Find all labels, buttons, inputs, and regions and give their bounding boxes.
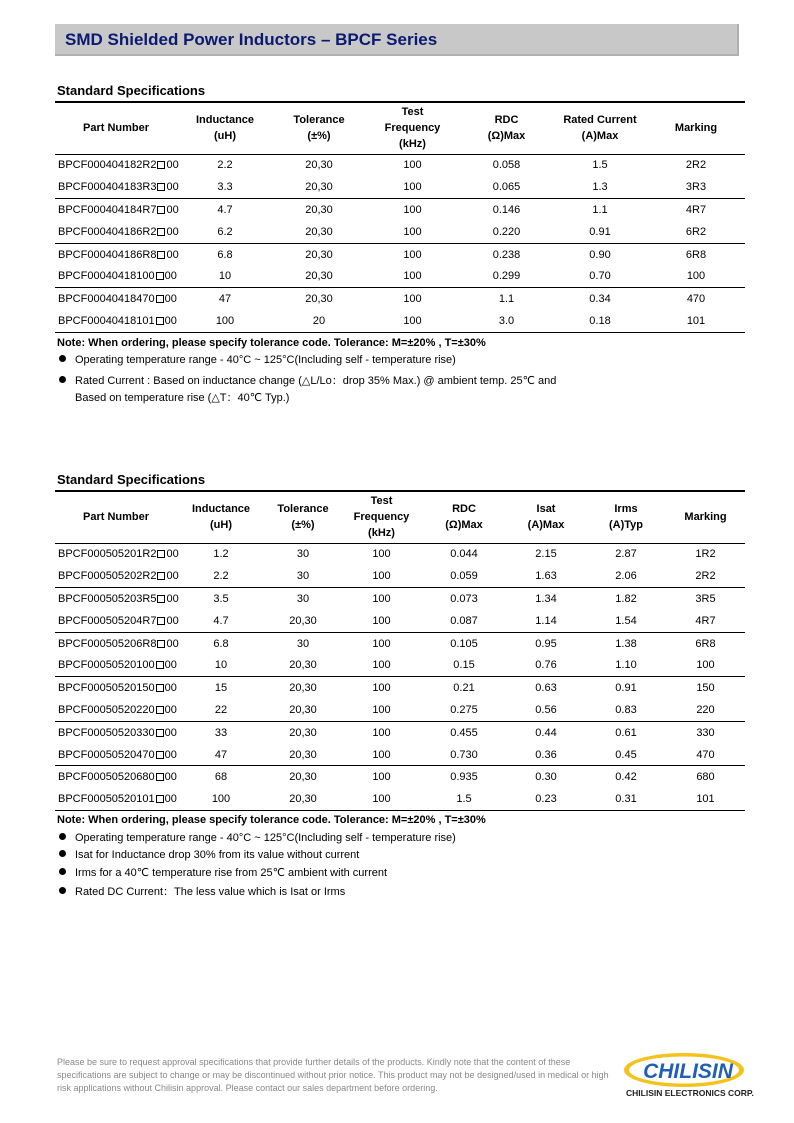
- column-header: [460, 102, 553, 154]
- part-number-prefix: BPCF00040418101: [58, 314, 155, 327]
- table-cell: 1R2: [695, 548, 716, 561]
- part-number-suffix: 00: [166, 592, 179, 605]
- table-cell: 0.238: [460, 243, 553, 265]
- column-header-line: (A)Typ: [608, 519, 643, 532]
- part-number-suffix: 00: [164, 793, 177, 806]
- column-header: [647, 102, 745, 154]
- part-number-prefix: BPCF00050520100: [58, 659, 155, 672]
- table-cell: 20,30: [265, 721, 341, 743]
- column-header: [506, 491, 586, 543]
- table-cell: 0.065: [492, 181, 521, 194]
- part-number-cell: [55, 654, 177, 676]
- table-cell: 0.42: [586, 766, 666, 788]
- table-cell: 1.14: [535, 614, 557, 627]
- table-cell: 100: [372, 659, 391, 672]
- table-cell: 10: [214, 659, 228, 672]
- table-cell: 0.44: [506, 721, 586, 743]
- part-number-suffix: 00: [166, 225, 179, 238]
- table-cell: 470: [696, 748, 715, 761]
- table-cell: 2.2: [213, 570, 229, 583]
- tolerance-code-box-icon: [157, 550, 165, 558]
- table-cell: 100: [365, 243, 460, 265]
- table-cell: 1.54: [615, 614, 637, 627]
- table-cell: 15: [177, 677, 265, 699]
- part-number-suffix: 00: [166, 614, 179, 627]
- column-header-line: (±%): [291, 519, 315, 532]
- table-row: [55, 221, 745, 243]
- column-header-line: Isat: [536, 503, 556, 516]
- part-number-cell: [55, 221, 177, 243]
- table1-note: Note: When ordering, please specify tolerance code. Tolerance: M=±20% , T=±30%: [57, 337, 486, 349]
- table-cell: 0.935: [422, 766, 506, 788]
- column-header: [553, 102, 647, 154]
- part-number-prefix: BPCF00050520470: [58, 748, 155, 761]
- table-row: [55, 243, 745, 265]
- column-header-line: (uH): [210, 519, 232, 532]
- column-header-line: Irms: [614, 503, 638, 516]
- table-row: [55, 154, 745, 176]
- table-cell: 20,30: [289, 748, 317, 761]
- tolerance-code-box-icon: [156, 317, 164, 325]
- table-row: [55, 265, 745, 287]
- part-number-cell: [55, 543, 177, 565]
- part-number-suffix: 00: [164, 314, 177, 327]
- column-header-line: Rated Current: [563, 114, 637, 127]
- part-number-suffix: 00: [166, 248, 179, 261]
- table-cell: 2.15: [535, 548, 557, 561]
- table-cell: 0.83: [615, 703, 637, 716]
- table-cell: 101: [666, 788, 745, 810]
- part-number-cell: [55, 199, 177, 221]
- table-cell: 1.2: [213, 548, 229, 561]
- table-cell: 680: [666, 766, 745, 788]
- table-cell: 100: [177, 788, 265, 810]
- table-cell: 0.455: [422, 721, 506, 743]
- column-header-line: Test: [401, 106, 424, 119]
- table-cell: 2R2: [695, 570, 716, 583]
- table-cell: 4R7: [647, 199, 745, 221]
- table-cell: 0.34: [553, 288, 647, 310]
- table-cell: 20,30: [289, 659, 317, 672]
- table-cell: 0.058: [492, 159, 521, 172]
- column-header-line: (uH): [214, 130, 236, 143]
- part-number-prefix: BPCF000505206R8: [58, 637, 157, 650]
- bullet-dot-icon: [59, 833, 66, 840]
- table1-bullet-continuation: Based on temperature rise (△T：40℃ Typ.): [75, 392, 290, 404]
- table-cell: 22: [214, 703, 228, 716]
- bullet-dot-icon: [59, 376, 66, 383]
- table2-bullet: Isat for Inductance drop 30% from its value without current: [59, 849, 359, 861]
- bullet-dot-icon: [59, 868, 66, 875]
- table-cell: 1.3: [592, 181, 608, 194]
- table-row: [55, 176, 745, 198]
- column-header-line: Tolerance: [277, 503, 329, 516]
- part-number-cell: [55, 176, 177, 198]
- table-cell: 3R3: [685, 181, 707, 194]
- part-number-prefix: BPCF00050520101: [58, 793, 155, 806]
- table-cell: 2.87: [615, 548, 637, 561]
- table-cell: 6R8: [647, 243, 745, 265]
- table-cell: 0.70: [589, 270, 611, 283]
- table-cell: 0.31: [586, 788, 666, 810]
- table-cell: 20,30: [265, 766, 341, 788]
- bullet-dot-icon: [59, 355, 66, 362]
- table-cell: 30: [265, 632, 341, 654]
- part-number-prefix: BPCF000404182R2: [58, 159, 157, 172]
- table-row: [55, 721, 745, 743]
- part-number-cell: [55, 699, 177, 721]
- table-cell: 1.38: [586, 632, 666, 654]
- table-cell: 0.90: [553, 243, 647, 265]
- table-cell: 0.299: [492, 270, 521, 283]
- table-cell: 100: [341, 766, 422, 788]
- table-cell: 100: [372, 570, 391, 583]
- part-number-prefix: BPCF00050520150: [58, 682, 155, 695]
- table-cell: 150: [666, 677, 745, 699]
- part-number-suffix: 00: [166, 159, 179, 172]
- table-cell: 0.91: [589, 225, 611, 238]
- table-cell: 0.15: [453, 659, 475, 672]
- table-row: [55, 744, 745, 766]
- column-header: [265, 491, 341, 543]
- column-header: [55, 102, 177, 154]
- part-number-cell: [55, 588, 177, 610]
- table-cell: 20,30: [305, 181, 333, 194]
- table-cell: 100: [686, 270, 706, 283]
- column-header: [177, 102, 273, 154]
- table-cell: 101: [647, 310, 745, 332]
- tolerance-code-box-icon: [156, 295, 164, 303]
- part-number-prefix: BPCF000505201R2: [58, 548, 157, 561]
- column-header: [273, 102, 365, 154]
- part-number-prefix: BPCF000404184R7: [58, 203, 157, 216]
- table-cell: 100: [403, 225, 422, 238]
- column-header-line: (Ω)Max: [487, 130, 526, 143]
- page-title: SMD Shielded Power Inductors – BPCF Series: [65, 30, 438, 49]
- part-number-suffix: 00: [164, 270, 177, 283]
- table1-title: Standard Specifications: [57, 83, 206, 98]
- column-header: [177, 491, 265, 543]
- table2-bullet: Operating temperature range - 40°C ~ 125°C(Including self - temperature rise): [59, 832, 456, 844]
- table-cell: 100: [341, 588, 422, 610]
- table-cell: 100: [365, 310, 460, 332]
- tolerance-code-box-icon: [156, 272, 164, 280]
- part-number-prefix: BPCF00040418100: [58, 270, 155, 283]
- table-cell: 100: [403, 181, 422, 194]
- part-number-suffix: 00: [164, 748, 177, 761]
- column-header-line: (A)Max: [527, 519, 565, 532]
- column-header-line: (A)Max: [581, 130, 619, 143]
- part-number-cell: [55, 744, 177, 766]
- table-cell: 470: [647, 288, 745, 310]
- table-cell: 20,30: [305, 159, 333, 172]
- table-cell: 20: [273, 310, 365, 332]
- bullet-dot-icon: [59, 850, 66, 857]
- table-cell: 100: [341, 632, 422, 654]
- column-header: [341, 491, 422, 543]
- part-number-cell: [55, 788, 177, 810]
- table2-bullet: Rated DC Current：The less value which is Isat or Irms: [59, 883, 345, 899]
- column-header-line: Test: [370, 495, 393, 508]
- table-cell: 330: [666, 721, 745, 743]
- part-number-cell: [55, 677, 177, 699]
- column-header: [422, 491, 506, 543]
- table-cell: 1.82: [586, 588, 666, 610]
- table-cell: 1.5: [592, 159, 608, 172]
- table-cell: 100: [372, 548, 391, 561]
- table-cell: 100: [372, 748, 391, 761]
- table-cell: 20,30: [265, 788, 341, 810]
- table-cell: 6.2: [217, 225, 233, 238]
- table-cell: 68: [177, 766, 265, 788]
- table-cell: 1.5: [422, 788, 506, 810]
- table-row: [55, 699, 745, 721]
- tolerance-code-box-icon: [157, 595, 165, 603]
- column-header: [365, 102, 460, 154]
- table-cell: 20,30: [273, 288, 365, 310]
- column-header-line: RDC: [494, 114, 519, 127]
- table2-note: Note: When ordering, please specify tolerance code. Tolerance: M=±20% , T=±30%: [57, 814, 486, 826]
- part-number-cell: [55, 243, 177, 265]
- header-banner: [55, 24, 739, 56]
- table-row: [55, 199, 745, 221]
- table-cell: 100: [341, 677, 422, 699]
- tolerance-code-box-icon: [157, 183, 165, 191]
- tolerance-code-box-icon: [156, 706, 164, 714]
- column-header-line: Frequency: [353, 511, 410, 524]
- spec-table-2: [55, 490, 745, 811]
- table-cell: 6.8: [177, 243, 273, 265]
- part-number-suffix: 00: [166, 637, 179, 650]
- table-cell: 6R2: [685, 225, 707, 238]
- part-number-suffix: 00: [164, 771, 177, 784]
- part-number-suffix: 00: [166, 203, 179, 216]
- table-cell: 0.95: [506, 632, 586, 654]
- logo-subtitle: CHILISIN ELECTRONICS CORP.: [626, 1088, 754, 1098]
- table-cell: 2.2: [217, 159, 233, 172]
- table-cell: 2R2: [685, 159, 707, 172]
- part-number-prefix: BPCF000505203R5: [58, 592, 157, 605]
- part-number-prefix: BPCF00050520330: [58, 726, 155, 739]
- column-header-line: (±%): [307, 130, 331, 143]
- tolerance-code-box-icon: [156, 684, 164, 692]
- table-cell: 100: [372, 614, 391, 627]
- part-number-suffix: 00: [164, 659, 177, 672]
- table-cell: 0.91: [586, 677, 666, 699]
- part-number-cell: [55, 610, 177, 632]
- part-number-prefix: BPCF000505204R7: [58, 614, 157, 627]
- table-cell: 0.30: [506, 766, 586, 788]
- table-cell: 30: [296, 548, 310, 561]
- table-cell: 1.34: [506, 588, 586, 610]
- table-cell: 100: [341, 788, 422, 810]
- bullet-dot-icon: [59, 887, 66, 894]
- table-cell: 20,30: [265, 677, 341, 699]
- table-row: [55, 654, 745, 676]
- part-number-suffix: 00: [166, 570, 179, 583]
- table-cell: 0.36: [535, 748, 557, 761]
- table-cell: 220: [696, 703, 715, 716]
- tolerance-code-box-icon: [156, 729, 164, 737]
- table-row: [55, 766, 745, 788]
- column-header-line: (kHz): [399, 138, 426, 151]
- column-header-line: RDC: [452, 503, 476, 516]
- table-cell: 0.073: [422, 588, 506, 610]
- part-number-prefix: BPCF000404186R8: [58, 248, 157, 261]
- table-cell: 0.76: [535, 659, 557, 672]
- table-cell: 1.63: [535, 570, 557, 583]
- table-cell: 6R8: [666, 632, 745, 654]
- table-cell: 3.5: [177, 588, 265, 610]
- part-number-prefix: BPCF00040418470: [58, 293, 155, 306]
- table-cell: 100: [365, 199, 460, 221]
- tolerance-code-box-icon: [157, 206, 165, 214]
- column-header: [666, 491, 745, 543]
- spec-table-1: [55, 101, 745, 333]
- part-number-cell: [55, 565, 177, 587]
- table-cell: 1.10: [615, 659, 637, 672]
- table-cell: 1.1: [460, 288, 553, 310]
- table-cell: 47: [177, 288, 273, 310]
- table-row: [55, 588, 745, 610]
- column-header-line: Part Number: [82, 511, 150, 524]
- table1-bullet: Operating temperature range - 40°C ~ 125°C(Including self - temperature rise): [59, 354, 456, 366]
- part-number-suffix: 00: [166, 181, 179, 194]
- tolerance-code-box-icon: [156, 751, 164, 759]
- column-header-line: (kHz): [368, 527, 395, 540]
- part-number-cell: [55, 310, 177, 332]
- table-cell: 20,30: [305, 225, 333, 238]
- part-number-cell: [55, 265, 177, 287]
- tolerance-code-box-icon: [156, 773, 164, 781]
- column-header: [586, 491, 666, 543]
- tolerance-code-box-icon: [157, 572, 165, 580]
- table-cell: 3.3: [217, 181, 233, 194]
- logo-wordmark: CHILISIN: [643, 1060, 733, 1083]
- column-header-line: Marking: [684, 511, 727, 524]
- table-cell: 0.087: [450, 614, 478, 627]
- part-number-suffix: 00: [164, 293, 177, 306]
- column-header-line: Tolerance: [293, 114, 345, 127]
- table-row: [55, 288, 745, 310]
- table2-bullet: Irms for a 40℃ temperature rise from 25℃ ambient with current: [59, 866, 387, 879]
- table-cell: 100: [403, 270, 422, 283]
- part-number-suffix: 00: [164, 682, 177, 695]
- tolerance-code-box-icon: [156, 795, 164, 803]
- table-cell: 10: [218, 270, 232, 283]
- column-header: [55, 491, 177, 543]
- table-cell: 4.7: [177, 199, 273, 221]
- column-header-line: Frequency: [384, 122, 441, 135]
- table-cell: 100: [341, 721, 422, 743]
- part-number-suffix: 00: [164, 703, 177, 716]
- table-cell: 2.06: [615, 570, 637, 583]
- table-cell: 100: [696, 659, 715, 672]
- table-cell: 20,30: [273, 199, 365, 221]
- table-cell: 0.56: [535, 703, 557, 716]
- table-row: [55, 788, 745, 810]
- table-row: [55, 543, 745, 565]
- tolerance-code-box-icon: [157, 161, 165, 169]
- table-cell: 3.0: [460, 310, 553, 332]
- table2-title: Standard Specifications: [57, 472, 206, 487]
- table-cell: 4.7: [213, 614, 229, 627]
- table-cell: 3R5: [666, 588, 745, 610]
- table-cell: 4R7: [695, 614, 716, 627]
- table-cell: 0.146: [460, 199, 553, 221]
- table-cell: 0.23: [506, 788, 586, 810]
- table-cell: 0.61: [586, 721, 666, 743]
- part-number-cell: [55, 721, 177, 743]
- table-cell: 0.220: [492, 225, 521, 238]
- table-cell: 1.1: [553, 199, 647, 221]
- column-header-line: Part Number: [82, 122, 150, 135]
- part-number-cell: [55, 766, 177, 788]
- table-cell: 6.8: [177, 632, 265, 654]
- table-cell: 0.18: [553, 310, 647, 332]
- table-row: [55, 632, 745, 654]
- table-cell: 20,30: [289, 703, 317, 716]
- table-cell: 0.044: [450, 548, 478, 561]
- column-header-line: Inductance: [191, 503, 251, 516]
- table-cell: 100: [177, 310, 273, 332]
- table-row: [55, 610, 745, 632]
- column-header-line: (Ω)Max: [445, 519, 483, 532]
- table-cell: 20,30: [273, 243, 365, 265]
- part-number-suffix: 00: [166, 548, 179, 561]
- part-number-cell: [55, 154, 177, 176]
- table-cell: 100: [372, 703, 391, 716]
- tolerance-code-box-icon: [157, 617, 165, 625]
- part-number-cell: [55, 632, 177, 654]
- tolerance-code-box-icon: [156, 661, 164, 669]
- table-cell: 0.730: [450, 748, 478, 761]
- table-cell: 47: [214, 748, 228, 761]
- part-number-prefix: BPCF000505202R2: [58, 570, 157, 583]
- table-row: [55, 310, 745, 332]
- table-cell: 0.21: [422, 677, 506, 699]
- table-cell: 0.63: [506, 677, 586, 699]
- table-cell: 30: [265, 588, 341, 610]
- part-number-prefix: BPCF000404186R2: [58, 225, 157, 238]
- tolerance-code-box-icon: [157, 251, 165, 259]
- table-cell: 0.45: [615, 748, 637, 761]
- table-cell: 20,30: [289, 614, 317, 627]
- column-header-line: Marking: [674, 122, 718, 135]
- footer-disclaimer: Please be sure to request approval specifications that provide further details of the products. Kindly note that the content of these specifications are subject to change or may be discontinued without prior notice. This product may not be designed/used in medical or high risk applications without Chilisin approval. Please contact our sales department before ordering.: [57, 1057, 609, 1093]
- part-number-suffix: 00: [164, 726, 177, 739]
- table-cell: 0.059: [450, 570, 478, 583]
- part-number-prefix: BPCF00050520680: [58, 771, 155, 784]
- tolerance-code-box-icon: [157, 640, 165, 648]
- table-cell: 33: [177, 721, 265, 743]
- table-cell: 100: [365, 288, 460, 310]
- table-row: [55, 565, 745, 587]
- table1-bullet: Rated Current : Based on inductance change (△L/Lo：drop 35% Max.) @ ambient temp. 25℃ and: [59, 372, 556, 388]
- part-number-prefix: BPCF000404183R3: [58, 181, 157, 194]
- table-cell: 20,30: [305, 270, 333, 283]
- column-header-line: Inductance: [195, 114, 255, 127]
- table-row: [55, 677, 745, 699]
- table-cell: 100: [403, 159, 422, 172]
- table-cell: 0.105: [422, 632, 506, 654]
- table-cell: 30: [296, 570, 310, 583]
- part-number-prefix: BPCF00050520220: [58, 703, 155, 716]
- part-number-cell: [55, 288, 177, 310]
- tolerance-code-box-icon: [157, 228, 165, 236]
- table-cell: 0.275: [450, 703, 478, 716]
